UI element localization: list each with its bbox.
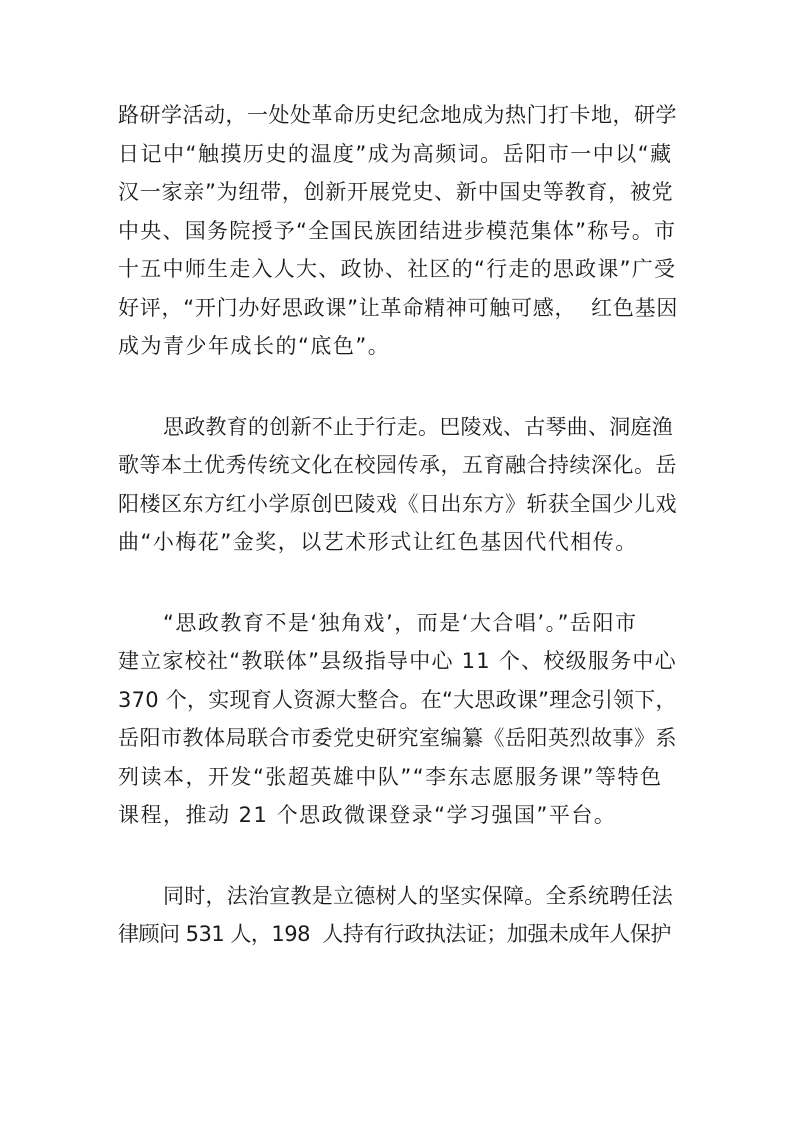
text-line: 十五中师生走入人大、政协、社区的“行走的思政课”广受 [118,257,677,281]
text-line: 岳阳市教体局联合市委党史研究室编纂《岳阳英烈故事》系 [118,726,677,750]
text-line: 370 个，实现育人资源大整合。在“大思政课”理念引领下， [118,687,677,712]
text-line: 好评，“开门办好思政课”让革命精神可触可感， 红色基因 [118,295,679,320]
text-line: 曲“小梅花”金奖，以艺术形式让红色基因代代相传。 [118,530,638,554]
paragraph-3 [118,604,678,835]
text-line: 中央、国务院授予“全国民族团结进步模范集体”称号。市 [118,218,677,243]
text-line: 列读本，开发“张超英雄中队”“李东志愿服务课”等特色 [118,764,663,789]
text-line: 成为青少年成长的“底色”。 [118,334,391,358]
text-line: 同时，法治宣教是立德树人的坚实保障。全系统聘任法 [163,883,673,908]
paragraph-spacer [118,835,678,877]
text-line: 汉一家亲”为纽带，创新开展党史、新中国史等教育，被党 [118,180,674,204]
text-line: 日记中“触摸历史的温度”成为高频词。岳阳市一中以“藏 [118,141,673,166]
text-line: 课程，推动 21 个思政微课登录“学习强国”平台。 [118,803,617,827]
document-body [118,96,678,954]
paragraph-spacer [118,366,678,408]
text-line: 阳楼区东方红小学原创巴陵戏《日出东方》斩获全国少儿戏 [118,491,677,516]
paragraph-1 [118,96,678,366]
text-line: 建立家校社“教联体”县级指导中心 11 个、校级服务中心 [118,649,677,673]
text-line: 歌等本土优秀传统文化在校园传承，五育融合持续深化。岳 [118,453,677,477]
paragraph-4 [118,877,678,954]
paragraph-spacer [118,562,678,604]
text-line: 律顾问 531 人，198 人持有行政执法证；加强未成年人保护 [118,922,671,946]
paragraph-2 [118,408,678,562]
text-line: “思政教育不是‘独角戏’，而是‘大合唱’。”岳阳市 [163,610,638,635]
text-line: 路研学活动，一处处革命历史纪念地成为热门打卡地，研学 [118,103,677,127]
text-line: 思政教育的创新不止于行走。巴陵戏、古琴曲、洞庭渔 [163,414,673,439]
